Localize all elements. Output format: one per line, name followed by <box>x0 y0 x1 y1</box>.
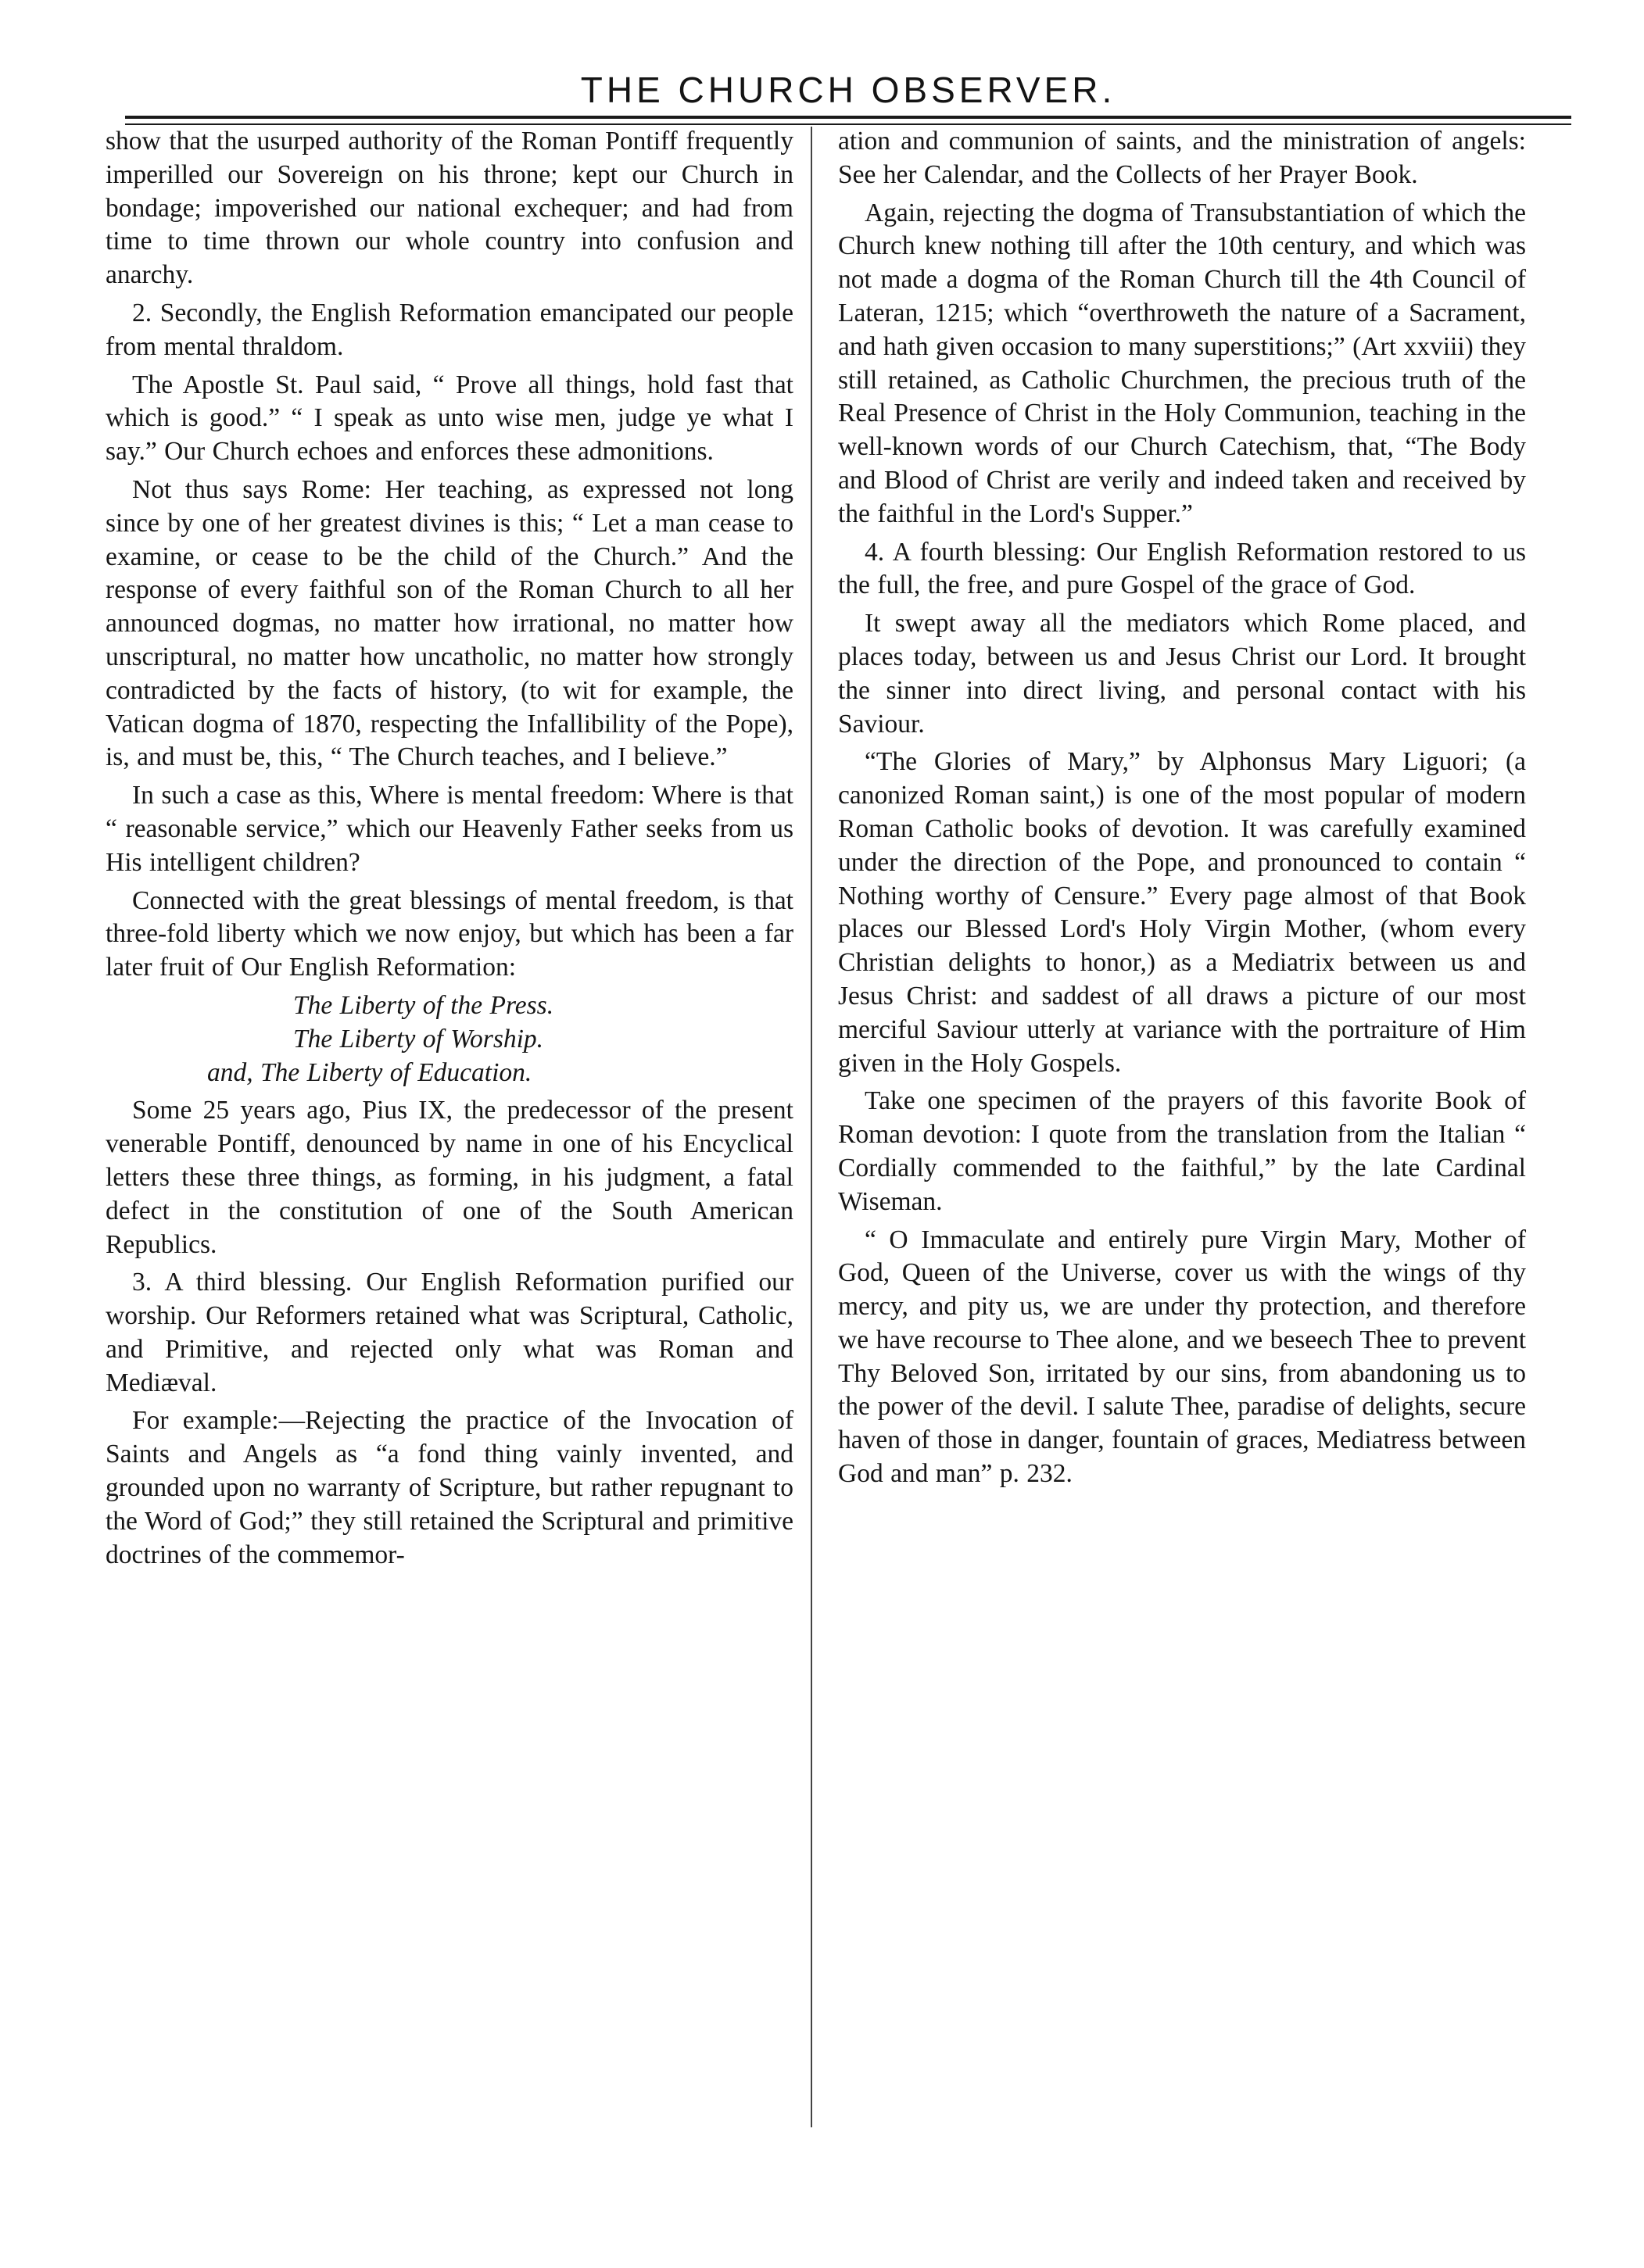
masthead-title: THE CHURCH OBSERVER. <box>580 70 1116 110</box>
right-paragraph-4: It swept away all the mediators which Rome placed, and places today, between us and Jesus Christ our Lord. It brought the sinner into direct living, and personal contact with his Saviour. <box>838 609 1526 739</box>
left-paragraph-1: show that the usurped authority of the Roman Pontiff frequently imperilled our Sovereign on his throne; kept our Church in bondage; impoverished our national exchequer; and had from time to time thrown our whole country into confusion and anarchy. <box>106 127 793 290</box>
column-divider <box>811 127 812 2127</box>
left-paragraph-8: 3. A third blessing. Our English Reformation purified our worship. Our Reformers retained what was Scriptural, Catholic, and Primitive, and rejected only what was Roman and Mediæval. <box>106 1268 793 1397</box>
left-paragraph-4: Not thus says Rome: Her teaching, as expressed not long since by one of her greatest divines is this; “ Let a man cease to examine, or cease to be the child of the Church.” And the response of every faithful son of the Roman Church to all her announced dogmas, no matter how irrational, no matter how unscriptural, no matter how uncatholic, no matter how strongly contradicted by the facts of history, (to wit for example, the Vatican dogma of 1870, respecting the Infallibility of the Pope), is, and must be, this, “ The Church teaches, and I believe.” <box>106 474 793 772</box>
right-paragraph-7: “ O Immaculate and entirely pure Virgin Mary, Mother of God, Queen of the Universe, cover us with the wings of thy mercy, and pity us, we are under thy protection, and therefore we have recourse to Thee alone, and we beseech Thee to prevent Thy Beloved Son, irritated by our sins, from abandoning us to the power of the devil. I salute Thee, paradise of delights, secure haven of those in danger, fountain of graces, Mediatress between God and man” p. 232. <box>838 1225 1526 1489</box>
liberty-education-line <box>106 1057 793 1090</box>
left-paragraph-2: 2. Secondly, the English Reformation emancipated our people from mental thraldom. <box>106 298 793 361</box>
right-column <box>838 125 1526 1496</box>
left-column <box>106 125 793 1576</box>
left-paragraph-9: For example:—Rejecting the practice of the Invocation of Saints and Angels as “a fond thing vainly invented, and grounded upon no warranty of Scripture, but rather repugnant to the Word of God;” they still retained the Scriptural and primitive doctrines of the commemor- <box>106 1406 793 1569</box>
right-paragraph-3: 4. A fourth blessing: Our English Reformation restored to us the full, the free, and pure Gospel of the grace of God. <box>838 537 1526 600</box>
liberty-worship-line: The Liberty of Worship. <box>293 1024 544 1054</box>
left-paragraph-5: In such a case as this, Where is mental freedom: Where is that “ reasonable service,” which our Heavenly Father seeks from us His intelligent children? <box>106 781 793 877</box>
liberty-education-text: The Liberty of Education. <box>260 1057 532 1087</box>
right-paragraph-5: “The Glories of Mary,” by Alphonsus Mary Liguori; (a canonized Roman saint,) is one of the most popular of modern Roman Catholic books of devotion. It was carefully examined under the direction of the Pope, and pronounced to contain “ Nothing worthy of Censure.” Every page almost of that Book places our Blessed Lord's Holy Virgin Mother, (whom every Christian delights to honor,) as a Mediatrix between us and Jesus Christ: and saddest of all draws a picture of our most merciful Saviour utterly at variance with the portraiture of Him given in the Holy Gospels. <box>838 747 1526 1078</box>
liberty-press-line: The Liberty of the Press. <box>293 990 554 1020</box>
left-paragraph-6: Connected with the great blessings of mental freedom, is that three-fold liberty which we now enjoy, but which has been a far later fruit of Our English Reformation: <box>106 885 793 982</box>
left-paragraph-3: The Apostle St. Paul said, “ Prove all things, hold fast that which is good.” “ I speak as unto wise men, judge ye what I say.” Our Church echoes and enforces these admonitions. <box>106 370 793 467</box>
right-paragraph-1: ation and communion of saints, and the ministration of angels: See her Calendar, and the Collects of her Prayer Book. <box>838 127 1526 189</box>
masthead-rule-thick <box>125 116 1571 119</box>
left-paragraph-7: Some 25 years ago, Pius IX, the predecessor of the present venerable Pontiff, denounced by name in one of his Encyclical letters these three things, as forming, in his judgment, a fatal defect in the constitution of one of the South American Republics. <box>106 1096 793 1259</box>
liberty-and-prefix: and, <box>207 1057 253 1087</box>
right-paragraph-6: Take one specimen of the prayers of this favorite Book of Roman devotion: I quote from the translation from the Italian “ Cordially commended to the faithful,” by the late Cardinal Wiseman. <box>838 1086 1526 1216</box>
right-paragraph-2: Again, rejecting the dogma of Transubstantiation of which the Church knew nothing till after the 10th century, and which was not made a dogma of the Roman Church till the 4th Council of Lateran, 1215; which “overthroweth the nature of a Sacrament, and hath given occasion to many superstitions;” (Art xxviii) they still retained, as Catholic Churchmen, the precious truth of the Real Presence of Christ in the Holy Communion, teaching in the well-known words of our Church Catechism, that, “The Body and Blood of Christ are verily and indeed taken and received by the faithful in the Lord's Supper.” <box>838 198 1526 528</box>
